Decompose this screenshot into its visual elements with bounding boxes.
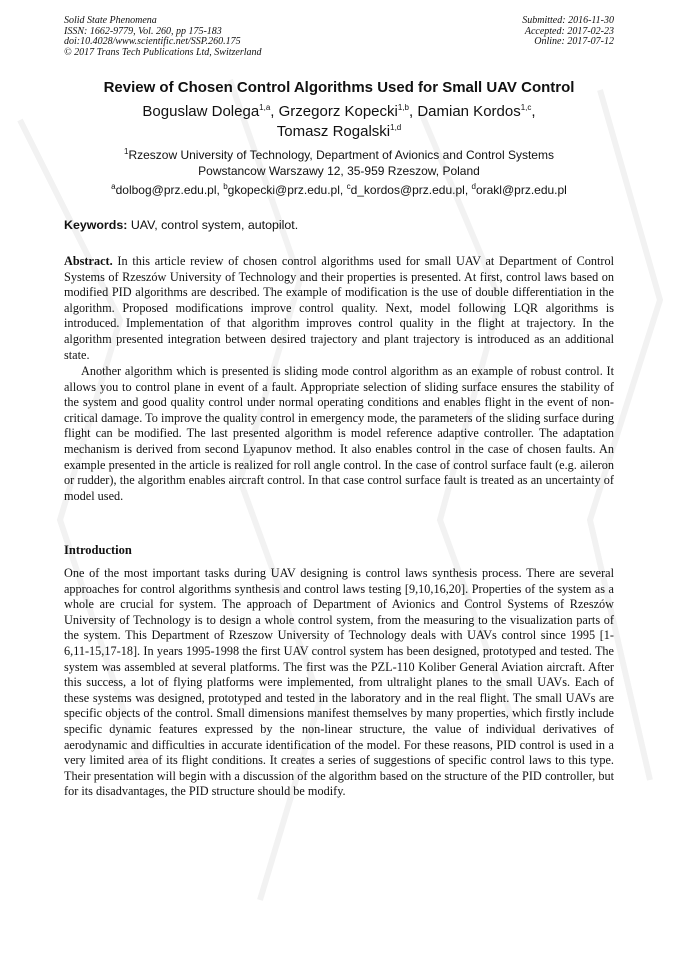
- journal-header-right: [522, 16, 614, 48]
- doi-line: doi:10.4028/www.scientific.net/SSP.260.175: [64, 36, 241, 47]
- abstract-label: Abstract.: [64, 254, 113, 268]
- online-date: Online: 2017-07-12: [534, 36, 614, 47]
- accepted-date: Accepted: 2017-02-23: [524, 25, 614, 37]
- issn-line: ISSN: 1662-9779, Vol. 260, pp 175-183: [64, 25, 222, 37]
- affiliation: [0, 147, 678, 179]
- author-name: Grzegorz Kopecki: [278, 103, 398, 120]
- affiliation-line-1: Rzeszow University of Technology, Department of Avionics and Control Systems: [128, 148, 554, 162]
- copyright-line: © 2017 Trans Tech Publications Ltd, Switzerland: [64, 46, 262, 58]
- email-list: $^a$dolbog@prz.edu.pl, $^b$gkopecki@prz.edu.pl, $^c$d_kordos@prz.edu.pl, $^d$orakl@prz.edu.pl: [111, 182, 567, 197]
- author-name: Boguslaw Dolega: [142, 103, 260, 120]
- paper-title: Review of Chosen Control Algorithms Used for Small UAV Control: [103, 79, 575, 96]
- author-separator: ,: [408, 103, 418, 120]
- author-sup: 1,a: [259, 103, 271, 112]
- author-name: Damian Kordos: [417, 103, 521, 120]
- email-sup: d: [471, 182, 476, 191]
- author-separator: ,: [531, 103, 536, 120]
- affiliation-line-2: Powstancow Warszawy 12, 35-959 Rzeszow, Poland: [198, 164, 480, 178]
- email-address[interactable]: dolbog@prz.edu.pl: [115, 183, 217, 197]
- journal-header-left: [64, 16, 262, 58]
- introduction-paragraph: One of the most important tasks during UAV designing is control laws synthesis process. There are several approaches for control algorithms synthesis and control laws testing [9,10,16,20]. Properties of the system as a whole are crucial for system. The approach of Department of Avionics and Control Systems of Rzeszów University of Technology is to design a whole control system, from the measuring to the visualization parts of the system. This Department of Rzeszow University of Technology deals with UAVs control since 1995 [1-6,11-15,17-18]. In years 1995-1998 the first UAV control system has been designed, prototyped and tested. The system was assembled at several platforms. The first was the PZL-110 Koliber General Aviation aircraft. After this success, a lot of flying platforms were implemented, from ultralight planes to the small UAVs. Each of these systems was designed, prototyped and tested in the laboratory and in the real flight. The small UAVs are specific objects of the control. Small dimensions manifest themselves by many properties, which firstly include specific dynamic features expressed by the non-linear structure, the value of individual derivatives of aerodynamic and difficulties in accurate identification of the model. For these reasons, PID control is used in a very limited area of its flight conditions. It creates a series of suggestions of specific control laws to this type. Their presentation will begin with a discussion of the algorithm based on the structure of the PID controller, but for its disadvantages, the PID structure should be modify.: [64, 566, 614, 799]
- abstract-paragraph-2: Another algorithm which is presented is sliding mode control algorithm as an example of robust control. It allows you to control plane in event of a fault. Appropriate selection of sliding surface ensures the stability of the system and good quality control under normal operating conditions and enables flight in the event of non-critical damage. To improve the quality control in emergency mode, the parameters of the sliding surface during flight can be modified. The last presented algorithm is model reference adaptive controller. The adaptation mechanism is derived from second Lyapunov method. It also enables control in the case of chosen faults. An example presented in the article is realized for roll angle control. In the case of control surface fault (e.g. aileron or rudder), the algorithm enables aircraft control. In that case control surface fault is treated as an uncertainty of model used.: [64, 364, 614, 503]
- email-address[interactable]: orakl@prz.edu.pl: [475, 183, 567, 197]
- author-list: [0, 102, 678, 142]
- submitted-date: Submitted: 2016-11-30: [522, 15, 614, 26]
- keywords: [64, 218, 298, 232]
- email-address[interactable]: gkopecki@prz.edu.pl: [227, 183, 340, 197]
- abstract-text-1: In this article review of chosen control algorithms used for small UAV at Department of Control Systems of Rzeszów University of Technology and their properties is presented. At first, control laws based on modified PID algorithms are described. The example of modification is the use of double differentiation in the algorithm. Proposed modifications improve control quality. Next, model following LQR algorithms is introduced. Implementation of that algorithm improves control quality in the flight at trajectory. In the algorithm presented integration between desired trajectory and plant trajectory is introduced as an additional state.: [64, 254, 615, 362]
- email-address[interactable]: d_kordos@prz.edu.pl: [350, 183, 465, 197]
- abstract-paragraph-1: [64, 254, 614, 363]
- email-sup: c: [346, 182, 351, 191]
- author-sup: 1,c: [520, 103, 532, 112]
- author-name: Tomasz Rogalski: [276, 123, 391, 140]
- keywords-label: Keywords:: [64, 218, 128, 232]
- author-sup: 1,d: [390, 123, 402, 132]
- author-sup: 1,b: [397, 103, 409, 112]
- email-sup: a: [111, 182, 116, 191]
- email-sup: b: [223, 182, 228, 191]
- affiliation-sup: 1: [124, 147, 129, 156]
- keywords-text: UAV, control system, autopilot.: [130, 218, 299, 232]
- introduction-heading: Introduction: [64, 543, 132, 557]
- journal-name: Solid State Phenomena: [64, 15, 157, 26]
- author-separator: ,: [270, 103, 279, 120]
